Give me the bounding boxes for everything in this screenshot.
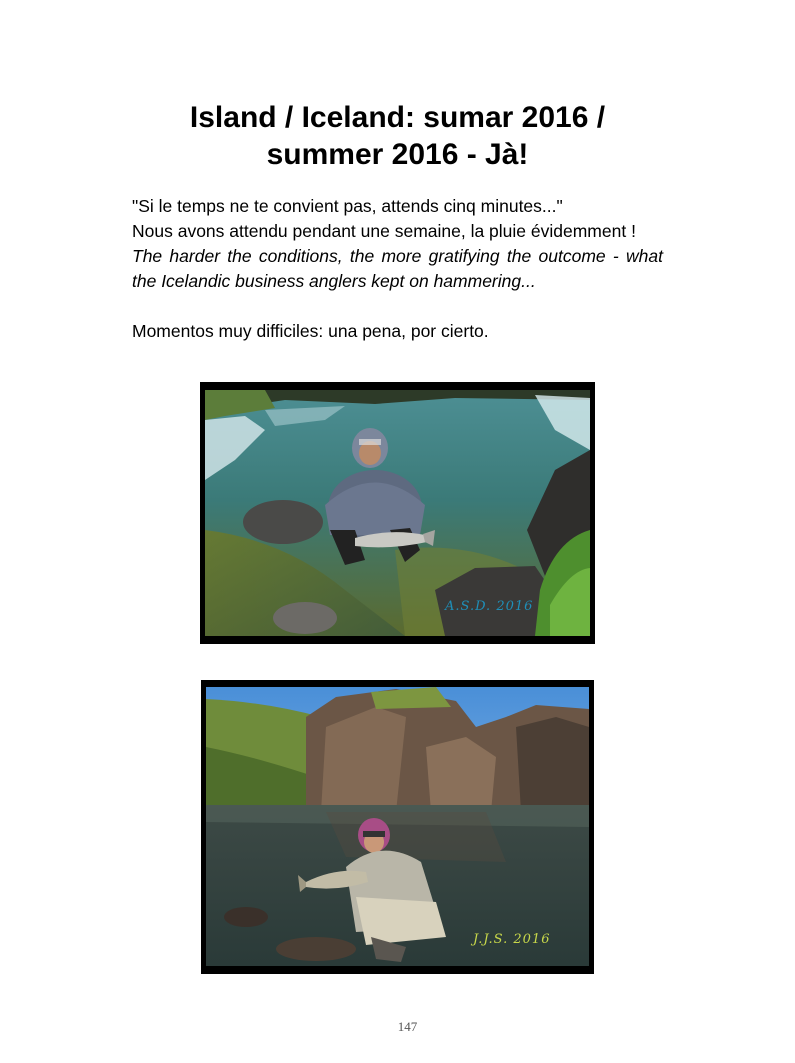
photo-angler-cliffs-image	[206, 687, 589, 966]
photo-angler-cliffs	[201, 680, 594, 974]
french-sentence: Nous avons attendu pendant une semaine, la pluie évidemment !	[132, 221, 636, 241]
body-text	[132, 194, 663, 344]
photo-signature-2: J.J.S. 2016	[473, 932, 551, 947]
english-italic-sentence: The harder the conditions, the more gratifying the outcome - what the Icelandic business anglers kept on hammering...	[132, 246, 663, 291]
page-title	[0, 99, 795, 173]
title-line-2: summer 2016 - Jà!	[266, 138, 529, 171]
spanish-sentence: Momentos muy difficiles: una pena, por cierto.	[132, 321, 489, 341]
photo-angler-river	[200, 382, 595, 644]
page-number: 147	[397, 1019, 418, 1034]
title-line-1: Island / Iceland: sumar 2016 /	[189, 101, 606, 134]
photo-signature-1: A.S.D. 2016	[445, 599, 534, 614]
quote-line: "Si le temps ne te convient pas, attends cinq minutes..."	[132, 196, 563, 216]
